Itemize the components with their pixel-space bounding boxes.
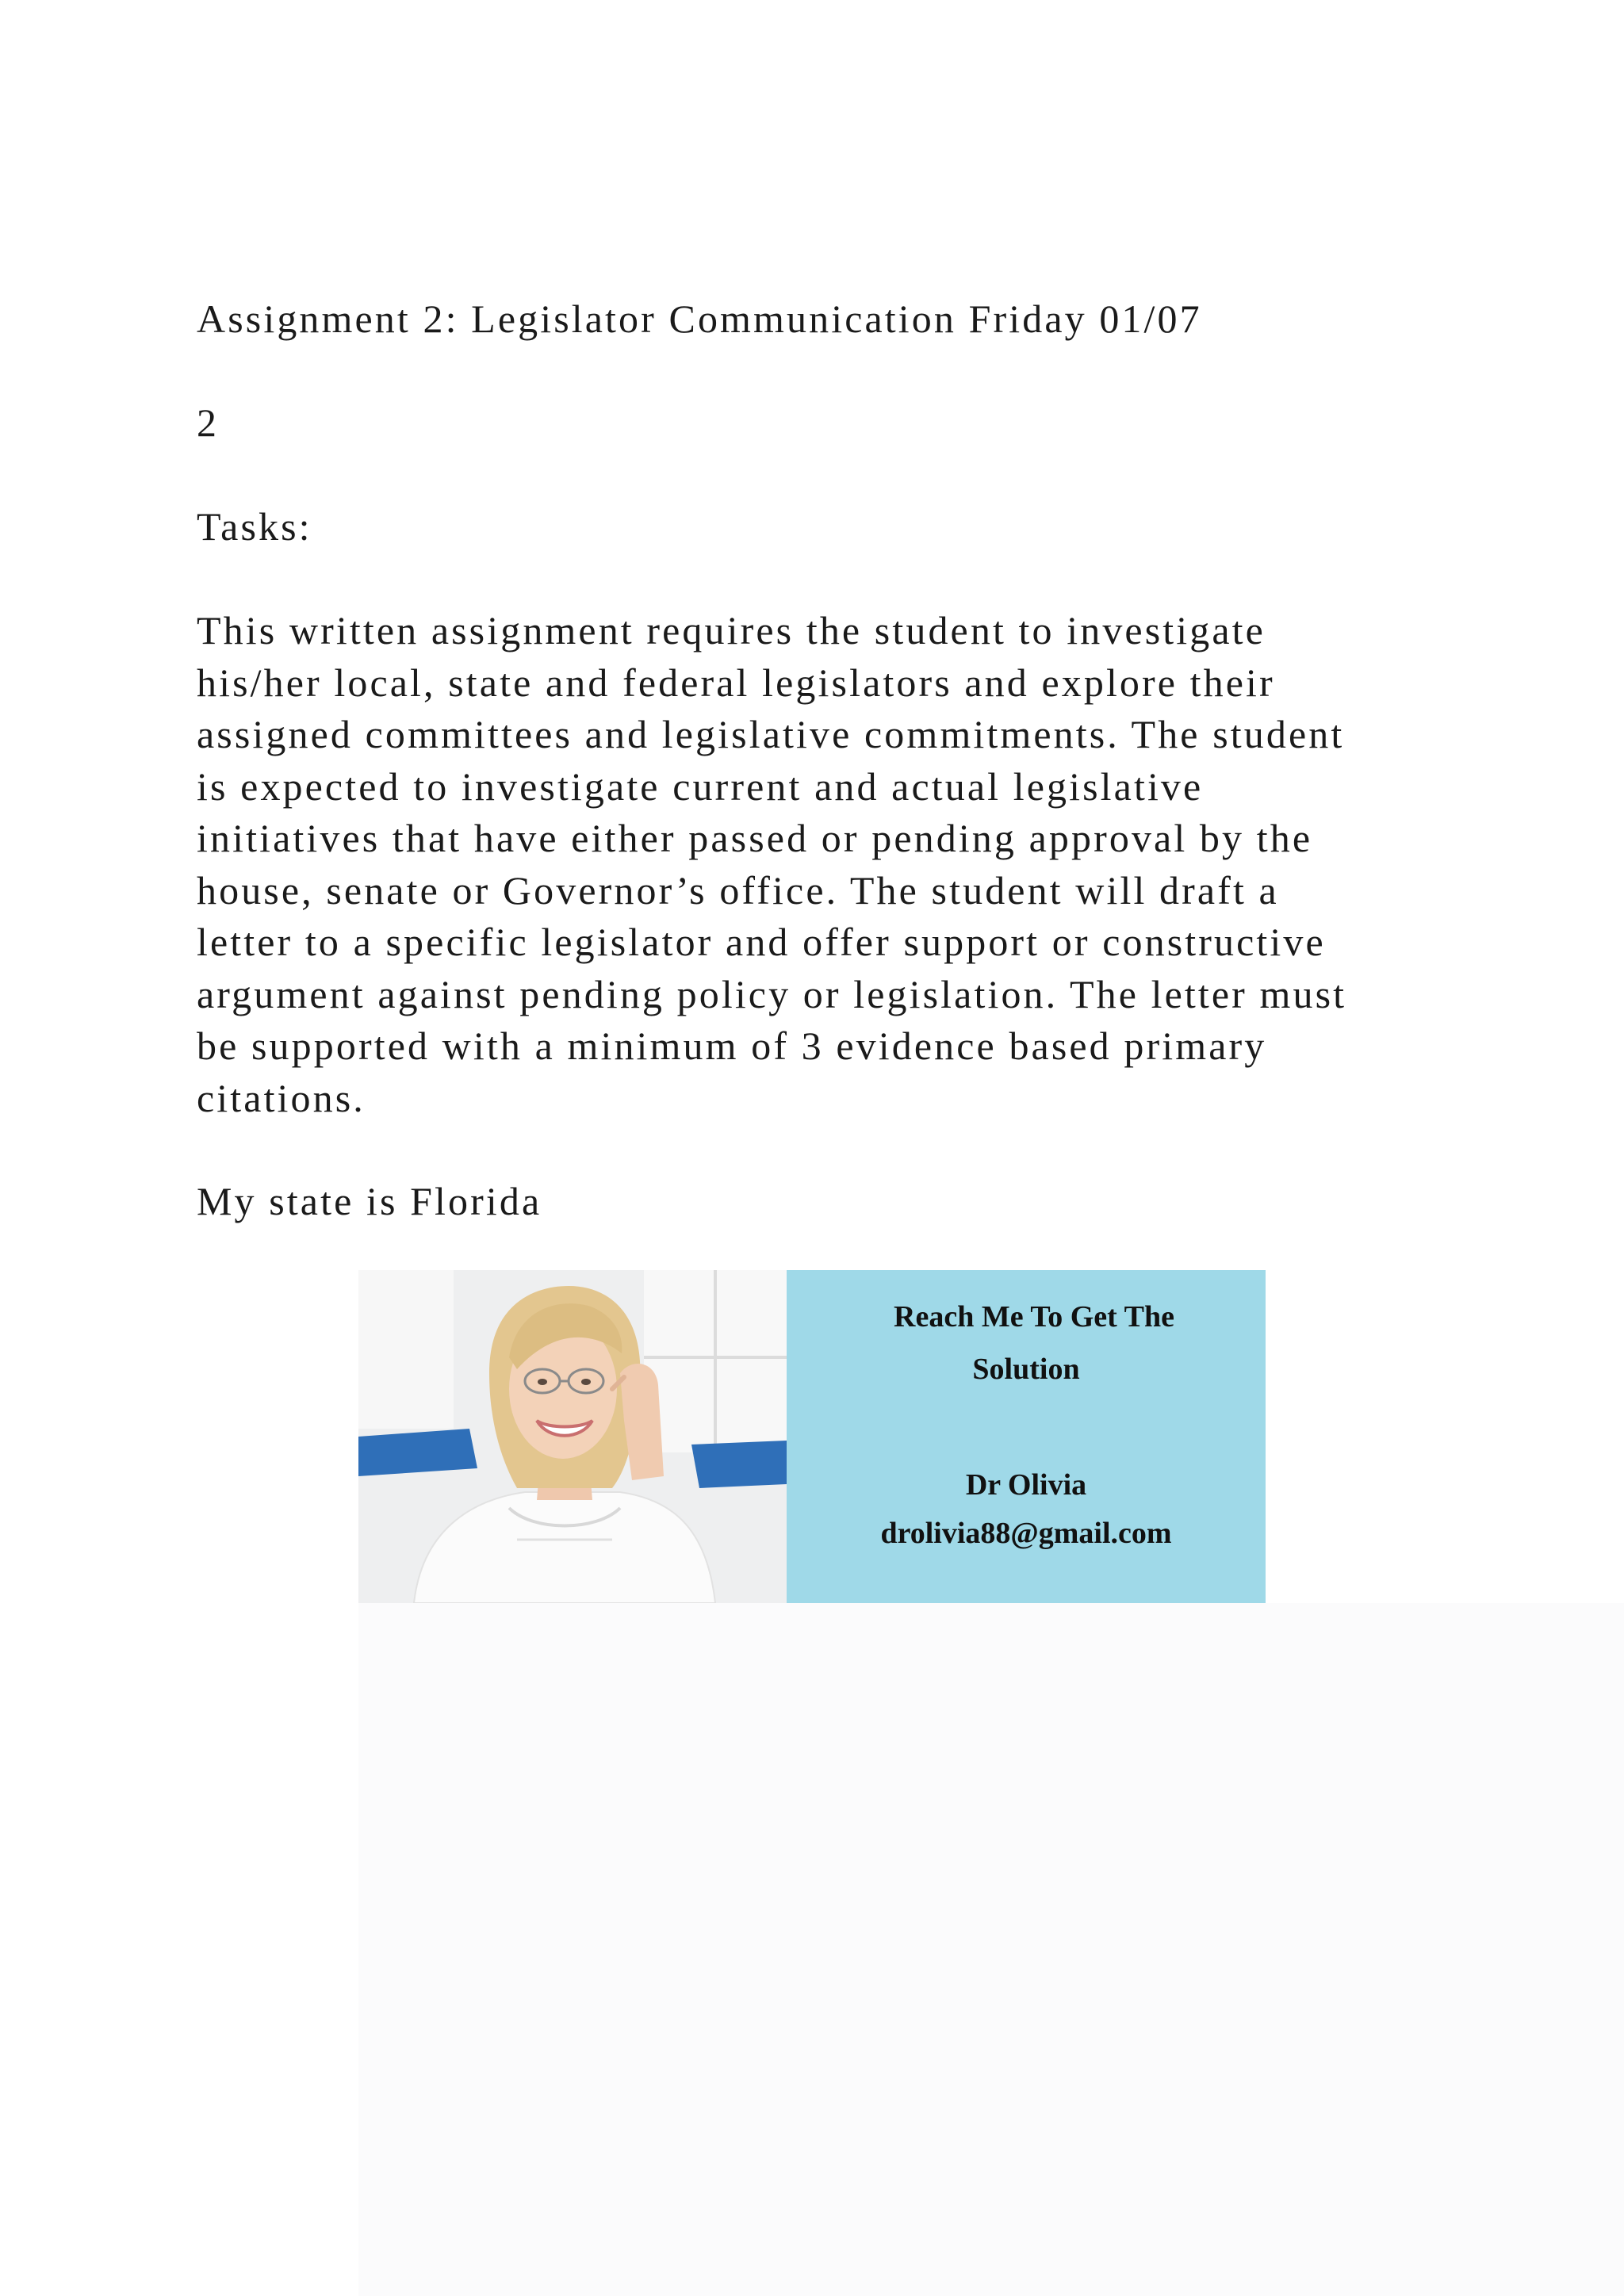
state-statement: My state is Florida: [197, 1179, 542, 1223]
banner-cta-line-1: Reach Me To Get The: [894, 1300, 1174, 1334]
contact-name: Dr Olivia: [965, 1468, 1087, 1502]
contact-banner: [358, 1270, 1266, 1603]
woman-portrait-image: [358, 1270, 787, 1603]
lower-background-panel: [358, 1603, 1624, 2296]
description-line: citations.: [197, 1075, 366, 1120]
description-line: letter to a specific legislator and offer support or constructive: [197, 920, 1326, 964]
description-line: house, senate or Governor’s office. The student will draft a: [197, 867, 1279, 913]
banner-cta-line-2: Solution: [972, 1353, 1080, 1386]
description-line: his/her local, state and federal legislators and explore their: [197, 660, 1275, 705]
tasks-heading: Tasks:: [197, 504, 312, 549]
description-line: This written assignment requires the student to investigate: [197, 608, 1266, 652]
contact-info-panel: [787, 1270, 1266, 1603]
description-line: assigned committees and legislative commitments. The student: [197, 712, 1345, 756]
banner-photo: [358, 1270, 787, 1603]
description-line: initiatives that have either passed or pending approval by the: [197, 816, 1313, 860]
contact-email: drolivia88@gmail.com: [880, 1517, 1172, 1550]
description-line: argument against pending policy or legislation. The letter must: [197, 971, 1347, 1016]
document-title: Assignment 2: Legislator Communication Friday 01/07: [197, 297, 1202, 341]
description-line: be supported with a minimum of 3 evidence based primary: [197, 1024, 1267, 1068]
assignment-description: [197, 605, 1434, 1124]
page-number: 2: [197, 400, 220, 445]
description-line: is expected to investigate current and actual legislative: [197, 763, 1204, 809]
